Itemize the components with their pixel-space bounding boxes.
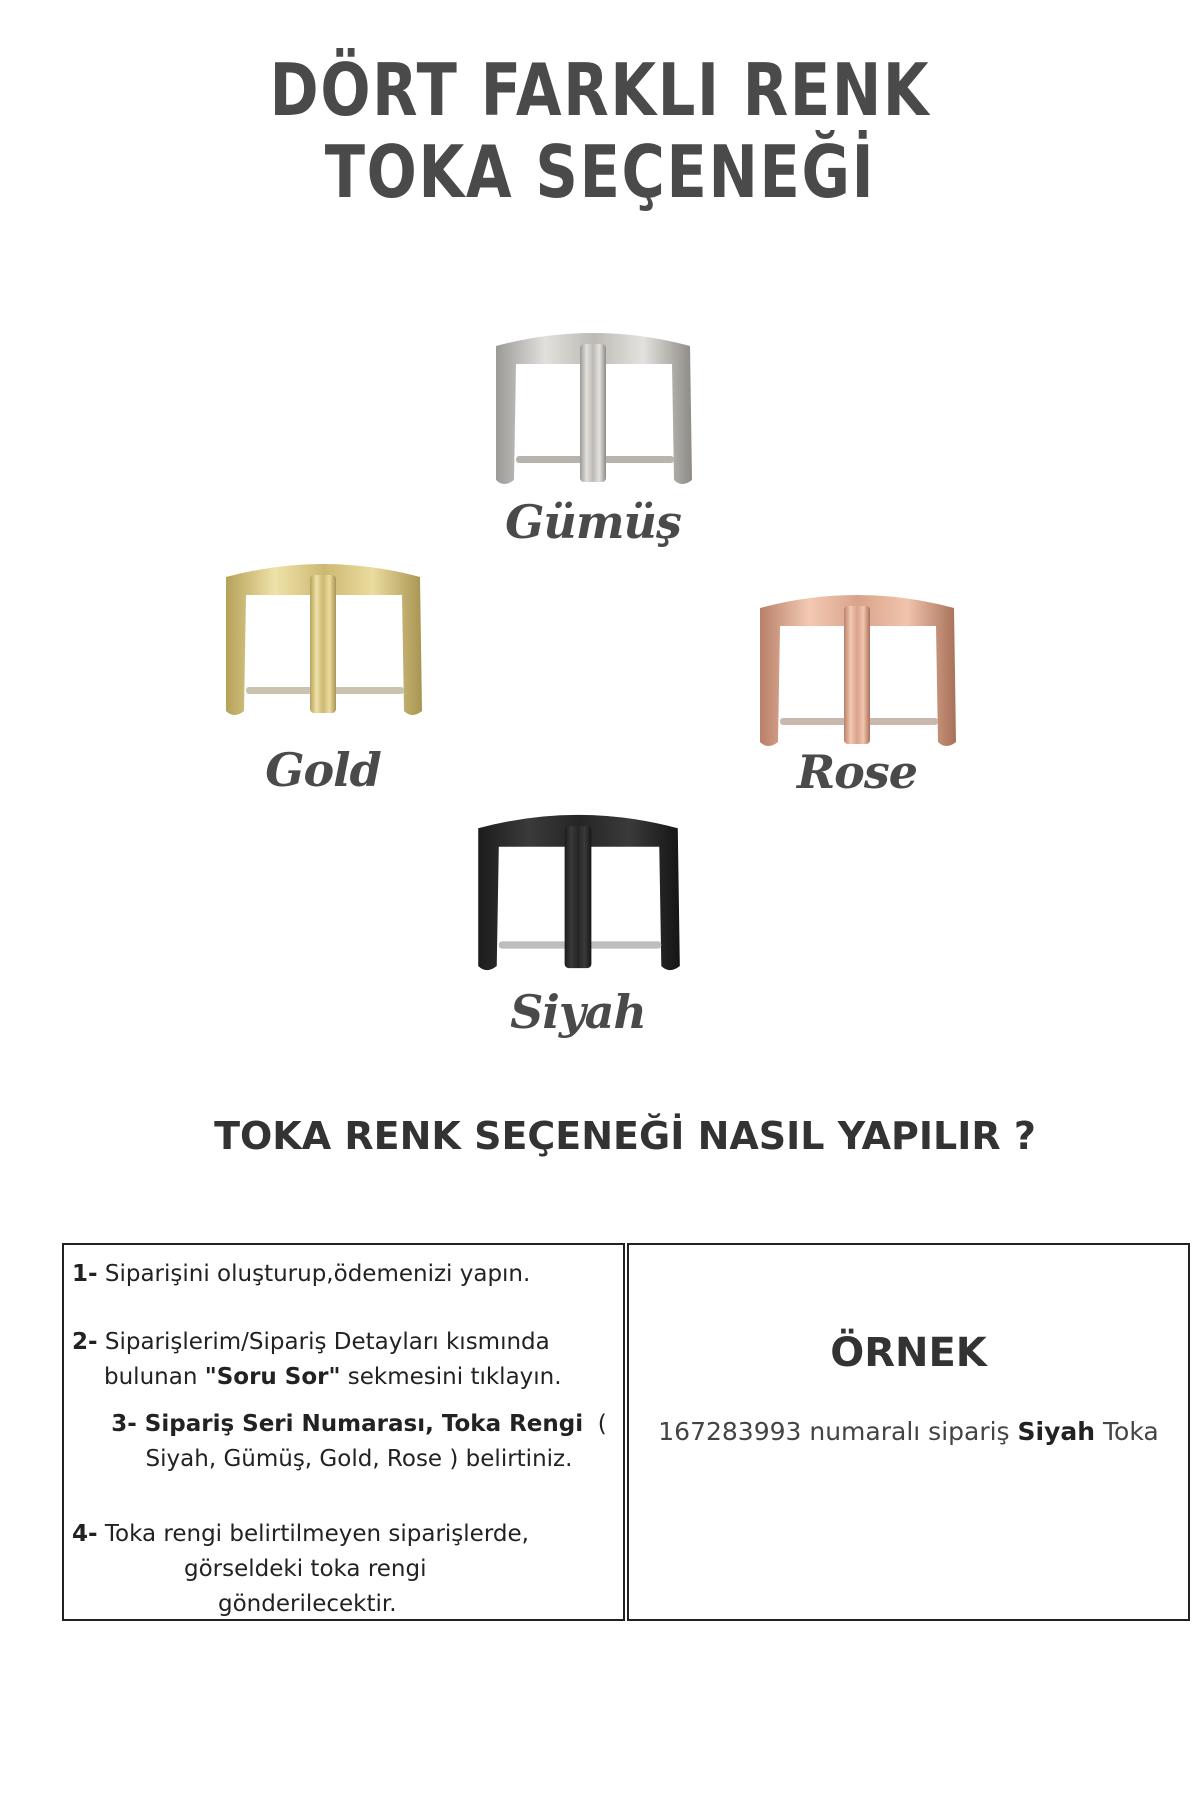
example-post: Toka xyxy=(1103,1417,1159,1446)
example-color: Siyah xyxy=(1017,1417,1096,1446)
step-2-line2-pre: bulunan xyxy=(104,1364,198,1390)
rose-buckle-icon xyxy=(752,588,962,752)
buckle-label-gold: Gold xyxy=(265,743,381,797)
step-1-text: Siparişini oluşturup,ödemenizi yapın. xyxy=(104,1261,531,1287)
example-pre: 167283993 numaralı sipariş xyxy=(658,1417,1010,1446)
steps-box xyxy=(62,1243,625,1621)
step-2 xyxy=(72,1325,612,1395)
step-3-bold: 3- Sipariş Seri Numarası, Toka Rengi xyxy=(111,1411,584,1437)
step-4-line3: gönderilecektir. xyxy=(218,1591,397,1617)
step-2-number: 2- xyxy=(72,1329,98,1355)
black-buckle-icon xyxy=(470,806,686,978)
step-1-number: 1- xyxy=(72,1261,98,1287)
buckle-label-gumus: Gümüş xyxy=(505,495,681,549)
step-2-line1: Siparişlerim/Sipariş Detayları kısmında xyxy=(104,1329,550,1355)
step-1 xyxy=(72,1257,612,1292)
page-title-line2: TOKA SEÇENEĞİ xyxy=(324,130,876,214)
step-4 xyxy=(72,1517,612,1622)
step-2-soru-sor: "Soru Sor" xyxy=(204,1364,341,1390)
example-box xyxy=(627,1243,1190,1621)
silver-buckle-icon xyxy=(488,326,698,490)
buckle-label-rose: Rose xyxy=(796,745,918,799)
step-3-paren: ( xyxy=(597,1411,607,1437)
example-text xyxy=(629,1417,1188,1446)
step-2-line2-post: sekmesini tıklayın. xyxy=(347,1364,562,1390)
buckle-label-siyah: Siyah xyxy=(510,985,646,1039)
howto-heading: TOKA RENK SEÇENEĞİ NASIL YAPILIR ? xyxy=(214,1114,1036,1158)
step-3 xyxy=(104,1407,614,1477)
page-title-line1: DÖRT FARKLI RENK xyxy=(269,48,931,132)
step-4-line2: görseldeki toka rengi xyxy=(184,1556,427,1582)
step-3-line2: Siyah, Gümüş, Gold, Rose ) belirtiniz. xyxy=(145,1446,573,1472)
step-4-line1: Toka rengi belirtilmeyen siparişlerde, xyxy=(104,1521,529,1547)
step-4-number: 4- xyxy=(72,1521,98,1547)
gold-buckle-icon xyxy=(218,557,428,721)
example-heading: ÖRNEK xyxy=(830,1330,987,1376)
